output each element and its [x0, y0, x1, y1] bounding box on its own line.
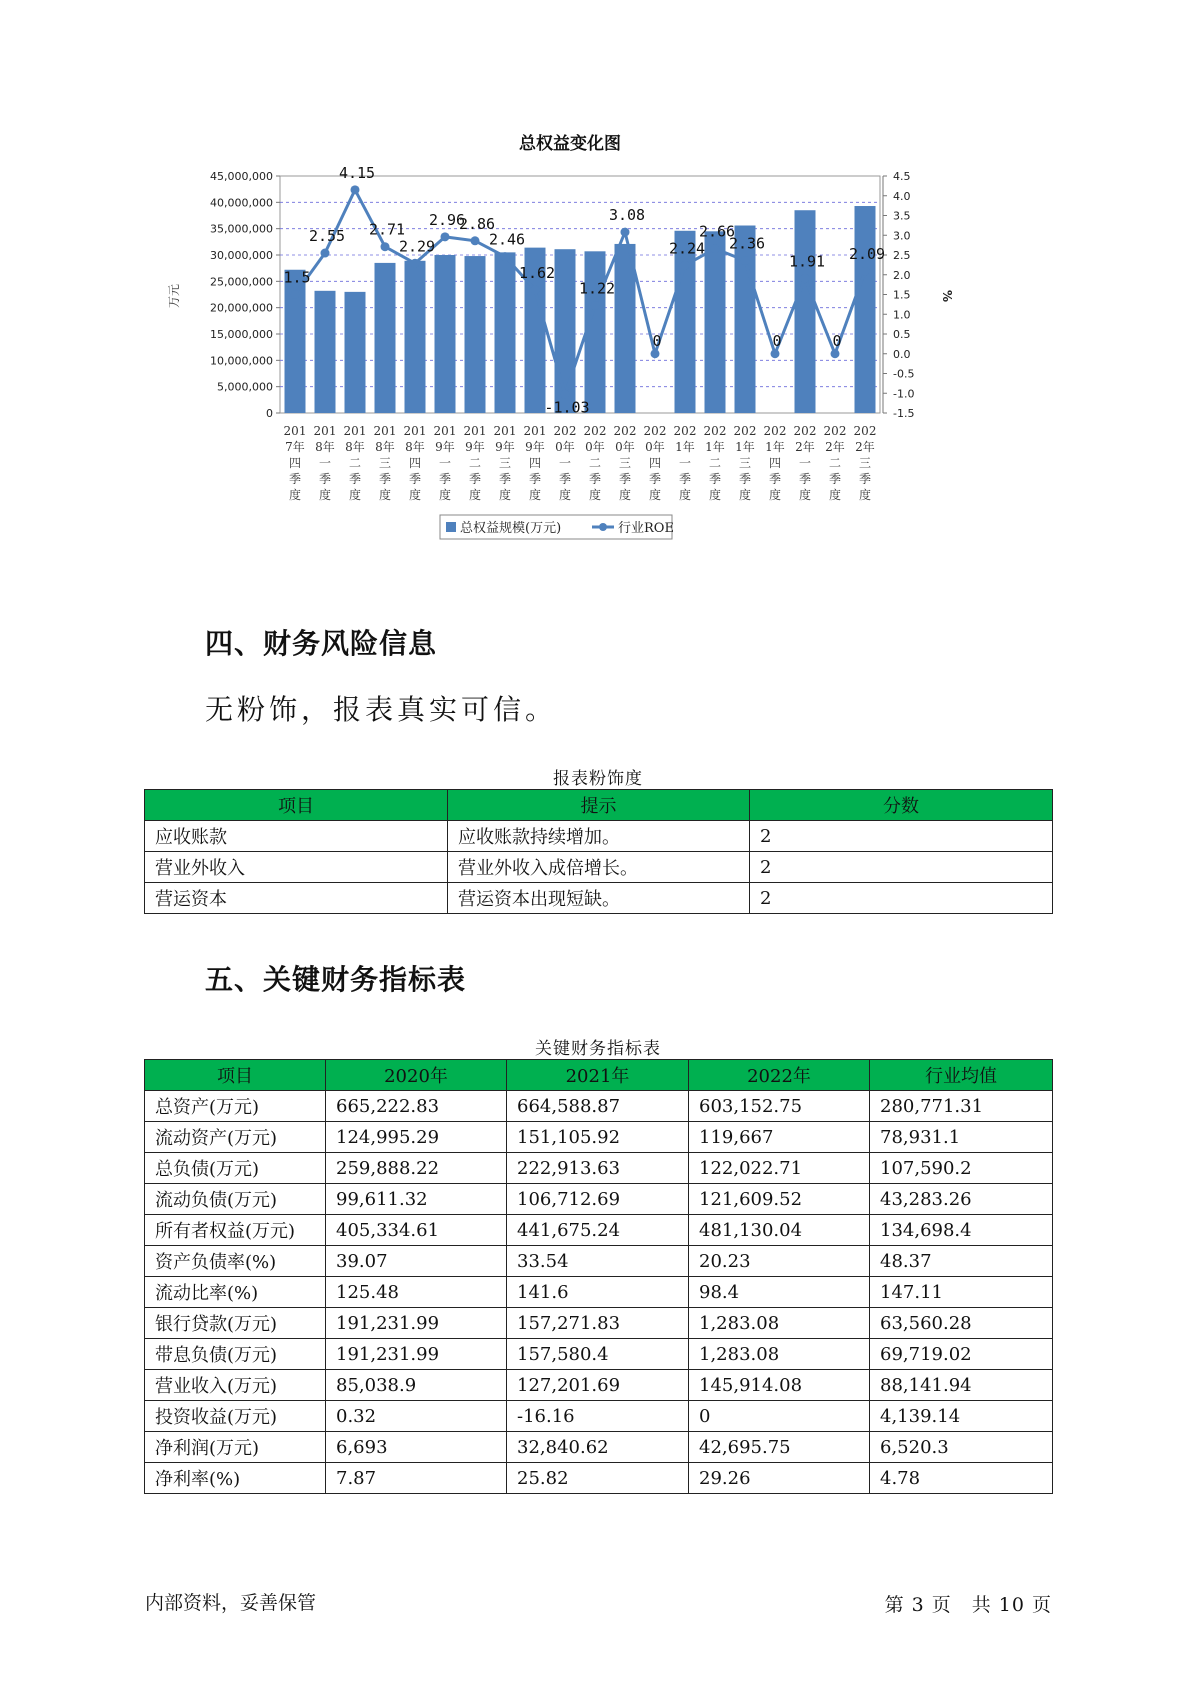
table-cell: 125.48: [326, 1277, 507, 1308]
table-cell: 141.6: [507, 1277, 689, 1308]
y-left-tick-label: 20,000,000: [210, 301, 273, 315]
roe-data-label: 2.36: [728, 234, 766, 253]
footer-page-number: 第 3 页 共 10 页: [884, 1594, 1052, 1616]
y-left-tick-label: 45,000,000: [210, 170, 273, 183]
y-right-tick-label: 4.5: [893, 170, 911, 183]
x-tick-label: 201 9年二季度: [463, 424, 487, 502]
table-cell: 157,271.83: [507, 1308, 689, 1339]
bar: [675, 231, 696, 413]
y-left-axis-label: 万元: [167, 283, 181, 309]
table-cell: 带息负债(万元): [145, 1339, 326, 1370]
roe-data-label: 2.96: [428, 210, 466, 229]
table-cell: 43,283.26: [870, 1184, 1053, 1215]
table-cell: 69,719.02: [870, 1339, 1053, 1370]
table-row: [145, 1153, 1053, 1184]
table-cell: 405,334.61: [326, 1215, 507, 1246]
roe-data-label: 2.24: [668, 239, 706, 258]
roe-data-label: 2.55: [308, 227, 346, 246]
table-cell: 124,995.29: [326, 1122, 507, 1153]
bar: [585, 251, 606, 413]
table-cell: 0.32: [326, 1401, 507, 1432]
table-cell: 664,588.87: [507, 1091, 689, 1122]
table-cell: 145,914.08: [689, 1370, 870, 1401]
table-row: [145, 1277, 1053, 1308]
risk-header-item: 项目: [145, 790, 448, 821]
roe-point: [741, 256, 750, 265]
table-cell: 134,698.4: [870, 1215, 1053, 1246]
roe-point: [621, 228, 630, 237]
y-left-tick-label: 10,000,000: [210, 354, 273, 368]
table-cell: 63,560.28: [870, 1308, 1053, 1339]
y-right-tick-label: 4.0: [893, 189, 911, 203]
x-tick-label: 201 8年二季度: [343, 424, 367, 502]
roe-point: [591, 301, 600, 310]
x-tick-label: 202 1年二季度: [703, 424, 727, 502]
table-cell: 48.37: [870, 1246, 1053, 1277]
y-right-tick-label: 2.5: [893, 249, 911, 262]
bar: [705, 231, 726, 413]
key-table-header-row: [145, 1060, 1053, 1091]
table-cell: 222,913.63: [507, 1153, 689, 1184]
key-header-industry-avg: 行业均值: [870, 1060, 1053, 1091]
legend-bar-label: 总权益规模(万元): [460, 521, 562, 536]
y-right-tick-label: -0.5: [893, 367, 915, 381]
roe-point: [351, 185, 360, 194]
y-right-tick-label: 1.5: [893, 288, 911, 302]
table-cell: 净利润(万元): [145, 1432, 326, 1463]
x-tick-label: 201 9年四季度: [523, 424, 547, 502]
roe-data-label: 0: [652, 331, 662, 350]
x-tick-label: 202 1年三季度: [733, 424, 757, 502]
y-left-tick-label: 0: [266, 407, 273, 420]
table-cell: 481,130.04: [689, 1215, 870, 1246]
roe-data-label: 4.15: [338, 163, 376, 182]
table-cell: 42,695.75: [689, 1432, 870, 1463]
bar: [615, 244, 636, 413]
table-cell: 2: [750, 821, 1053, 852]
table-cell: 441,675.24: [507, 1215, 689, 1246]
table-row: [145, 1432, 1053, 1463]
table-cell: 29.26: [689, 1463, 870, 1494]
y-left-tick-label: 35,000,000: [210, 222, 273, 236]
roe-data-label: 2.71: [368, 220, 406, 239]
table-row: [145, 1184, 1053, 1215]
y-left-tick-label: 25,000,000: [210, 275, 273, 289]
table-cell: 总负债(万元): [145, 1153, 326, 1184]
bar: [465, 256, 486, 413]
table-cell: 2: [750, 852, 1053, 883]
table-cell: 32,840.62: [507, 1432, 689, 1463]
x-tick-label: 201 8年四季度: [403, 424, 427, 502]
table-cell: 营业外收入成倍增长。: [448, 852, 750, 883]
table-cell: 85,038.9: [326, 1370, 507, 1401]
x-tick-label: 202 0年一季度: [553, 424, 577, 502]
table-cell: 4,139.14: [870, 1401, 1053, 1432]
table-cell: 6,693: [326, 1432, 507, 1463]
equity-chart: [167, 130, 970, 600]
table-cell: 259,888.22: [326, 1153, 507, 1184]
table-cell: 603,152.75: [689, 1091, 870, 1122]
legend-line-label: 行业ROE: [618, 521, 674, 536]
risk-header-hint: 提示: [448, 790, 750, 821]
y-left-tick-label: 5,000,000: [217, 380, 273, 394]
roe-point: [531, 285, 540, 294]
table-cell: 1,283.08: [689, 1308, 870, 1339]
table-row: [145, 883, 1053, 914]
table-row: [145, 1463, 1053, 1494]
roe-data-label: 3.08: [608, 206, 646, 225]
bar: [735, 226, 756, 413]
table-cell: 98.4: [689, 1277, 870, 1308]
table-cell: 0: [689, 1401, 870, 1432]
table-cell: 665,222.83: [326, 1091, 507, 1122]
y-right-tick-label: 1.0: [893, 308, 911, 322]
risk-table-header-row: [145, 790, 1053, 821]
table-row: [145, 1215, 1053, 1246]
roe-data-label: 1.62: [518, 263, 556, 282]
roe-point: [501, 252, 510, 261]
table-cell: 122,022.71: [689, 1153, 870, 1184]
roe-data-label: 2.66: [698, 222, 736, 241]
table-cell: 资产负债率(%): [145, 1246, 326, 1277]
table-cell: 营运资本出现短缺。: [448, 883, 750, 914]
table-cell: 银行贷款(万元): [145, 1308, 326, 1339]
bar: [345, 292, 366, 413]
y-left-tick-label: 40,000,000: [210, 196, 273, 210]
bar: [495, 252, 516, 413]
roe-point: [861, 267, 870, 276]
table-row: [145, 1091, 1053, 1122]
y-right-tick-label: 2.0: [893, 268, 911, 282]
table-cell: 33.54: [507, 1246, 689, 1277]
roe-data-label: 2.86: [458, 214, 496, 233]
bar: [795, 210, 816, 413]
x-tick-label: 202 1年一季度: [673, 424, 697, 502]
roe-point: [471, 236, 480, 245]
table-cell: 157,580.4: [507, 1339, 689, 1370]
x-tick-label: 201 8年一季度: [313, 424, 337, 502]
table-cell: 净利率(%): [145, 1463, 326, 1494]
table-row: [145, 1370, 1053, 1401]
bar: [375, 263, 396, 413]
x-tick-label: 202 2年一季度: [793, 424, 817, 502]
roe-point: [381, 242, 390, 251]
x-tick-label: 201 9年一季度: [433, 424, 457, 502]
x-tick-label: 202 1年四季度: [763, 424, 787, 502]
table-cell: 127,201.69: [507, 1370, 689, 1401]
key-header-2021: 2021年: [507, 1060, 689, 1091]
x-tick-label: 201 8年三季度: [373, 424, 397, 502]
table-cell: 6,520.3: [870, 1432, 1053, 1463]
x-tick-label: 202 0年四季度: [643, 424, 667, 502]
section5-heading: 五、关键财务指标表: [205, 963, 467, 996]
roe-point: [441, 232, 450, 241]
key-indicators-caption: 关键财务指标表: [535, 1039, 661, 1059]
y-right-tick-label: 3.0: [893, 229, 911, 243]
roe-point: [411, 259, 420, 268]
roe-data-label: 2.46: [488, 230, 526, 249]
roe-point: [831, 349, 840, 358]
roe-point: [321, 249, 330, 258]
key-header-2020: 2020年: [326, 1060, 507, 1091]
table-cell: 88,141.94: [870, 1370, 1053, 1401]
table-row: [145, 852, 1053, 883]
key-indicators-table: [144, 1059, 1053, 1494]
table-row: [145, 821, 1053, 852]
x-tick-label: 201 7年四季度: [283, 424, 307, 502]
table-row: [145, 1122, 1053, 1153]
table-cell: 7.87: [326, 1463, 507, 1494]
y-right-tick-label: 0.0: [893, 347, 911, 361]
y-right-tick-label: 3.5: [893, 209, 911, 223]
roe-data-label: -1.03: [544, 398, 590, 417]
table-row: [145, 1246, 1053, 1277]
table-cell: 147.11: [870, 1277, 1053, 1308]
table-cell: 1,283.08: [689, 1339, 870, 1370]
table-cell: 营业收入(万元): [145, 1370, 326, 1401]
table-cell: 119,667: [689, 1122, 870, 1153]
risk-table-caption: 报表粉饰度: [553, 769, 643, 789]
bar: [555, 249, 576, 413]
table-cell: 流动资产(万元): [145, 1122, 326, 1153]
bar: [405, 261, 426, 413]
table-cell: 营业外收入: [145, 852, 448, 883]
roe-point: [801, 274, 810, 283]
x-tick-label: 202 0年二季度: [583, 424, 607, 502]
roe-point: [291, 290, 300, 299]
y-left-tick-label: 15,000,000: [210, 328, 273, 341]
table-cell: 营运资本: [145, 883, 448, 914]
roe-data-label: 2.09: [848, 245, 886, 264]
bar: [855, 206, 876, 413]
table-cell: 2: [750, 883, 1053, 914]
section4-paragraph: 无粉饰，报表真实可信。: [205, 693, 558, 726]
chart-title: 总权益变化图: [519, 134, 621, 154]
risk-header-score: 分数: [750, 790, 1053, 821]
roe-data-label: 1.5: [283, 268, 311, 287]
table-cell: 99,611.32: [326, 1184, 507, 1215]
x-tick-label: 202 0年三季度: [613, 424, 637, 502]
y-right-tick-label: 0.5: [893, 328, 911, 341]
table-row: [145, 1308, 1053, 1339]
x-tick-label: 202 2年三季度: [853, 424, 877, 502]
table-cell: 所有者权益(万元): [145, 1215, 326, 1246]
key-header-item: 项目: [145, 1060, 326, 1091]
table-cell: 106,712.69: [507, 1184, 689, 1215]
table-cell: 191,231.99: [326, 1308, 507, 1339]
footer-confidential-note: 内部资料，妥善保管: [145, 1592, 317, 1614]
legend-bar-swatch: [446, 522, 456, 532]
table-cell: 25.82: [507, 1463, 689, 1494]
table-cell: -16.16: [507, 1401, 689, 1432]
table-cell: 107,590.2: [870, 1153, 1053, 1184]
table-cell: 应收账款持续增加。: [448, 821, 750, 852]
table-cell: 应收账款: [145, 821, 448, 852]
table-cell: 191,231.99: [326, 1339, 507, 1370]
bar: [435, 255, 456, 413]
section4-heading: 四、财务风险信息: [205, 627, 438, 660]
y-right-tick-label: -1.5: [893, 407, 915, 420]
table-cell: 流动负债(万元): [145, 1184, 326, 1215]
x-tick-label: 202 2年二季度: [823, 424, 847, 502]
roe-point: [771, 349, 780, 358]
roe-point: [711, 244, 720, 253]
y-right-tick-label: -1.0: [893, 387, 915, 401]
legend-line-marker: [599, 523, 607, 531]
roe-data-label: 1.22: [578, 279, 616, 298]
roe-point: [681, 261, 690, 270]
roe-data-label: 0: [772, 331, 782, 350]
roe-point: [651, 349, 660, 358]
table-row: [145, 1339, 1053, 1370]
table-cell: 投资收益(万元): [145, 1401, 326, 1432]
key-header-2022: 2022年: [689, 1060, 870, 1091]
table-row: [145, 1401, 1053, 1432]
table-cell: 151,105.92: [507, 1122, 689, 1153]
table-cell: 78,931.1: [870, 1122, 1053, 1153]
y-left-tick-label: 30,000,000: [210, 249, 273, 262]
y-right-axis-label: %: [940, 289, 954, 303]
table-cell: 总资产(万元): [145, 1091, 326, 1122]
table-cell: 39.07: [326, 1246, 507, 1277]
bar: [315, 291, 336, 413]
table-cell: 4.78: [870, 1463, 1053, 1494]
table-cell: 121,609.52: [689, 1184, 870, 1215]
x-tick-label: 201 9年三季度: [493, 424, 517, 502]
table-cell: 280,771.31: [870, 1091, 1053, 1122]
roe-data-label: 2.29: [398, 237, 436, 256]
table-cell: 20.23: [689, 1246, 870, 1277]
table-cell: 流动比率(%): [145, 1277, 326, 1308]
risk-table: [144, 789, 1053, 914]
equity-chart-svg: [167, 130, 970, 600]
roe-data-label: 1.91: [788, 252, 826, 271]
roe-data-label: 0: [832, 331, 842, 350]
